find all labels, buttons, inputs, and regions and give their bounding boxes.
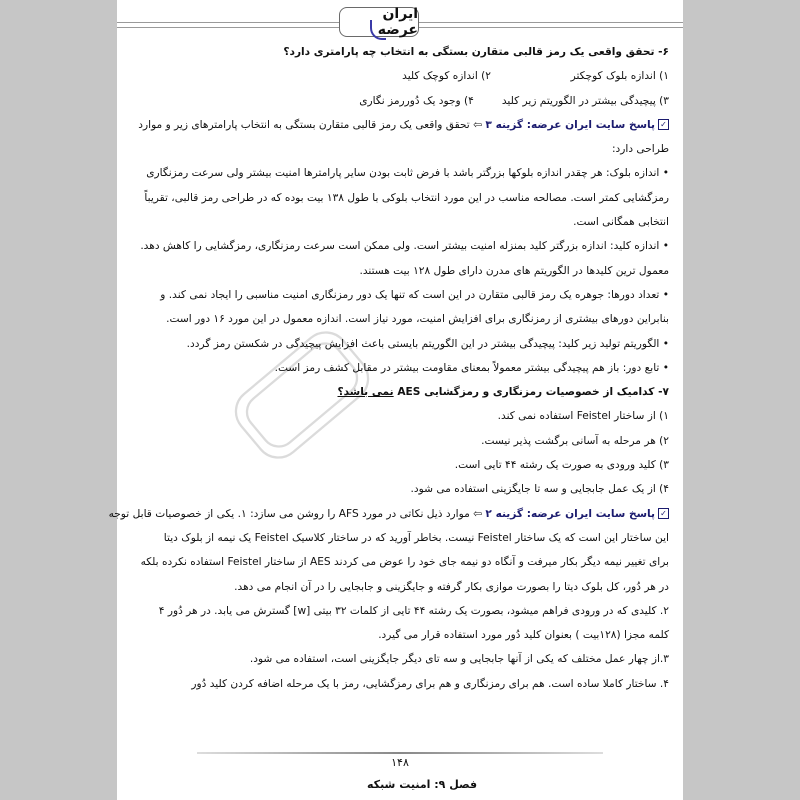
arrow-left-icon: ⇦ [473,118,483,131]
question-7-title [131,380,669,404]
q7-option-4: ۴) از یک عمل جابجایی و سه تا جایگزینی استفاده می شود. [410,483,669,496]
q6-bullet-line: انتخابی همگانی است. [573,216,669,229]
footer-rule [197,752,603,754]
site-logo [339,7,419,37]
logo-text: ایران عرضه [377,6,418,38]
q7-title-underlined: نمی باشد؟ [337,386,394,399]
q7-answer [108,502,669,526]
document-page [108,0,683,800]
q7-option-1: ۱) از ساختار Feistel استفاده نمی کند. [497,410,669,423]
q6-bullet-line: معمول ترین کلیدها در الگوریتم های مدرن دارای طول ۱۲۸ بیت هستند. [359,264,669,277]
chapter-title: فصل ۹: امنیت شبکه [367,778,478,791]
arrow-left-icon: ⇦ [473,507,483,520]
q7-answer-line: ۳.از چهار عمل مختلف که یکی از آنها جابجایی و سه تای دیگر جایگزینی است، استفاده می شود. [249,653,669,666]
q6-bullet-block-size: • اندازه بلوک: هر چقدر اندازه بلوکها بزرگتر باشد با فرض ثابت بودن سایر پارامترها امنیت بیشتر ولی سرعت رمزنگاری [131,161,669,185]
q6-answer-text: تحقق واقعی یک رمز قالبی متقارن بستگی به انتخاب پارامترهای زیر و موارد [138,118,470,131]
q6-answer [131,113,669,137]
q7-answer-line: این ساختار این است که یک ساختار Feistel نیست. بخاطر آورید که در ساختار کلاسیک Feistel یک نیمه از بلوک دیتا [163,531,669,544]
q6-bullet-line: رمزگشایی کمتر است. مصالحه مناسب در این مورد انتخاب بلوکی با طول ۱۳۸ بیت بوده که در طراحی رمز قالبی، تقریباً [144,191,669,204]
q6-option-3: ۳) پیچیدگی بیشتر در الگوریتم زیر کلید [501,94,669,107]
q7-answer-line: در هر دُور، کل بلوک دیتا را بصورت موازی بکار گرفته و جایگزینی و جابجایی را در آن انجام می دهد. [234,580,669,593]
q7-answer-label: پاسخ سایت ایران عرضه: گزینه ۲ [485,507,655,520]
q6-bullet-rounds: • تعداد دورها: جوهره یک رمز قالبی متقارن در این است که تنها یک دور رمزنگاری امنیت مناسبی را ایجاد نمی کند. و [131,283,669,307]
q7-option-2: ۲) هر مرحله به آسانی برگشت پذیر نیست. [481,434,669,447]
q7-option-3: ۳) کلید ورودی به صورت یک رشته ۴۴ تایی است. [454,459,669,472]
q7-answer-line: ۴. ساختار کاملا ساده است. هم برای رمزنگاری و هم برای رمزگشایی، رمز با یک مرحله اضافه کردن کلید دُور [191,677,669,690]
q7-answer-line: برای تغییر نیمه دیگر بکار میرفت و آنگاه دو نیمه جای خود را عوض می کردند AES از ساختار Feistel استفاده نکرده بلکه [140,556,669,569]
question-6-title: ۶- تحقق واقعی یک رمز قالبی متقارن بستگی به انتخاب چه پارامتری دارد؟ [283,46,669,58]
q6-bullet-subkey: • الگوریتم تولید زیر کلید: پیچیدگی بیشتر در این الگوریتم بایستی باعث افزایش پیچیدگی در شکستن رمز گردد. [131,332,669,356]
q6-bullet-line: بنابراین دورهای بیشتری از رمزنگاری برای افزایش امنیت، مورد نیاز است. اندازه معمول در این مورد ۱۶ دور است. [166,313,669,326]
q7-answer-line: کلمه مجزا (۱۲۸بیت ) بعنوان کلید دُور مورد استفاده قرار می گیرد. [378,629,669,642]
page-content [108,40,669,696]
q6-option-4: ۴) وجود یک دُوررمز نگاری [359,94,474,107]
q6-option-2: ۲) اندازه کوچک کلید [402,70,491,83]
q7-answer-line: ۲. کلیدی که در ورودی فراهم میشود، بصورت یک رشته ۴۴ تایی از کلمات ۳۲ بیتی [w] گسترش می یابد. در هر دُور ۴ [158,604,669,617]
checkbox-icon: ✓ [658,508,669,519]
page-number: ۱۴۸ [391,756,409,769]
q6-bullet-round-function: • تابع دور: باز هم پیچیدگی بیشتر معمولاً بمعنای مقاومت بیشتر در مقابل کشف رمز است. [131,356,669,380]
q6-answer-label: پاسخ سایت ایران عرضه: گزینه ۳ [485,118,655,131]
q6-option-1: ۱) اندازه بلوک کوچکتر [570,70,669,83]
q6-answer-line: طراحی دارد: [611,143,669,156]
q6-bullet-key-size: • اندازه کلید: اندازه بزرگتر کلید بمنزله امنیت بیشتر است. ولی ممکن است سرعت رمزنگاری، رمزگشایی را کاهش دهد. [131,234,669,258]
question-6-options-row-2 [131,89,669,113]
question-6-options-row-1 [131,64,669,88]
q7-answer-text: موارد ذیل نکاتی در مورد AFS را روشن می سازد: ۱. یکی از خصوصیات قابل توجه [108,507,470,520]
q7-title-prefix: ۷- کدامیک از خصوصیات رمزنگاری و رمزگشایی AES [397,386,669,399]
checkbox-icon: ✓ [658,119,669,130]
